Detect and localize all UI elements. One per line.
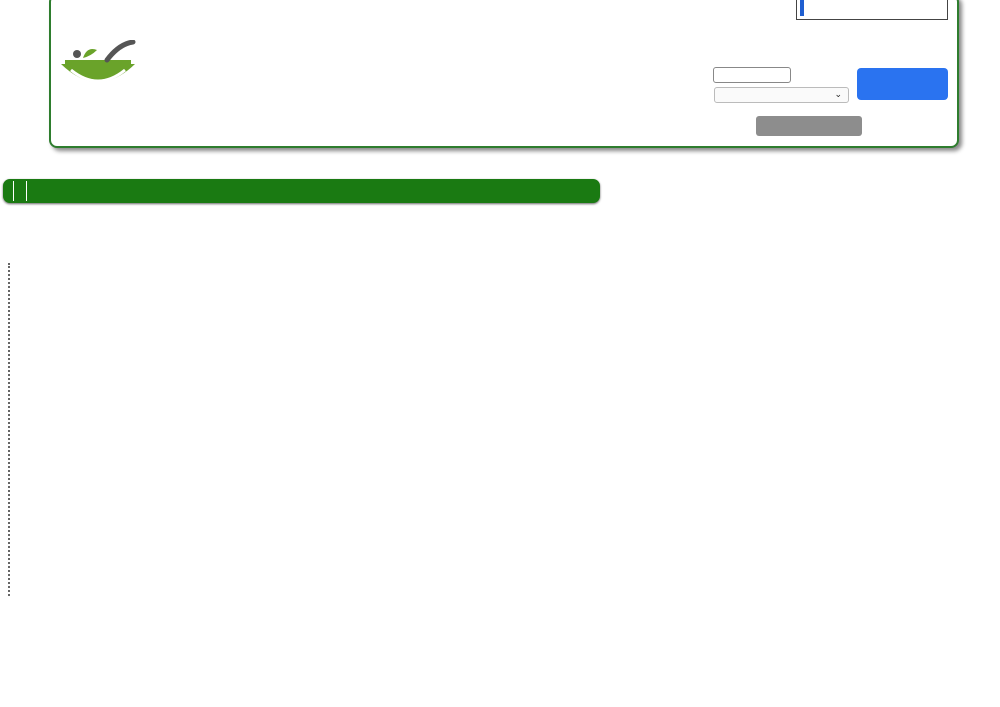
qty-value — [800, 0, 804, 16]
prod-date-input[interactable] — [713, 67, 791, 83]
banner-available — [26, 181, 39, 201]
operator-select[interactable] — [714, 87, 849, 103]
tree-connector — [8, 263, 10, 596]
qty-to-produce-input[interactable] — [796, 0, 948, 20]
banner-location — [13, 181, 26, 201]
company-logo — [57, 32, 297, 102]
production-order-header — [49, 0, 959, 148]
generate-lot-button[interactable] — [857, 68, 948, 100]
unit-cost — [341, 116, 350, 132]
soup-bowl-logo-icon — [57, 40, 139, 100]
back-to-product-button[interactable] — [756, 116, 862, 136]
product-banner — [3, 179, 600, 203]
total-cost — [669, 43, 673, 61]
chevron-down-icon: ⌄ — [834, 89, 842, 99]
